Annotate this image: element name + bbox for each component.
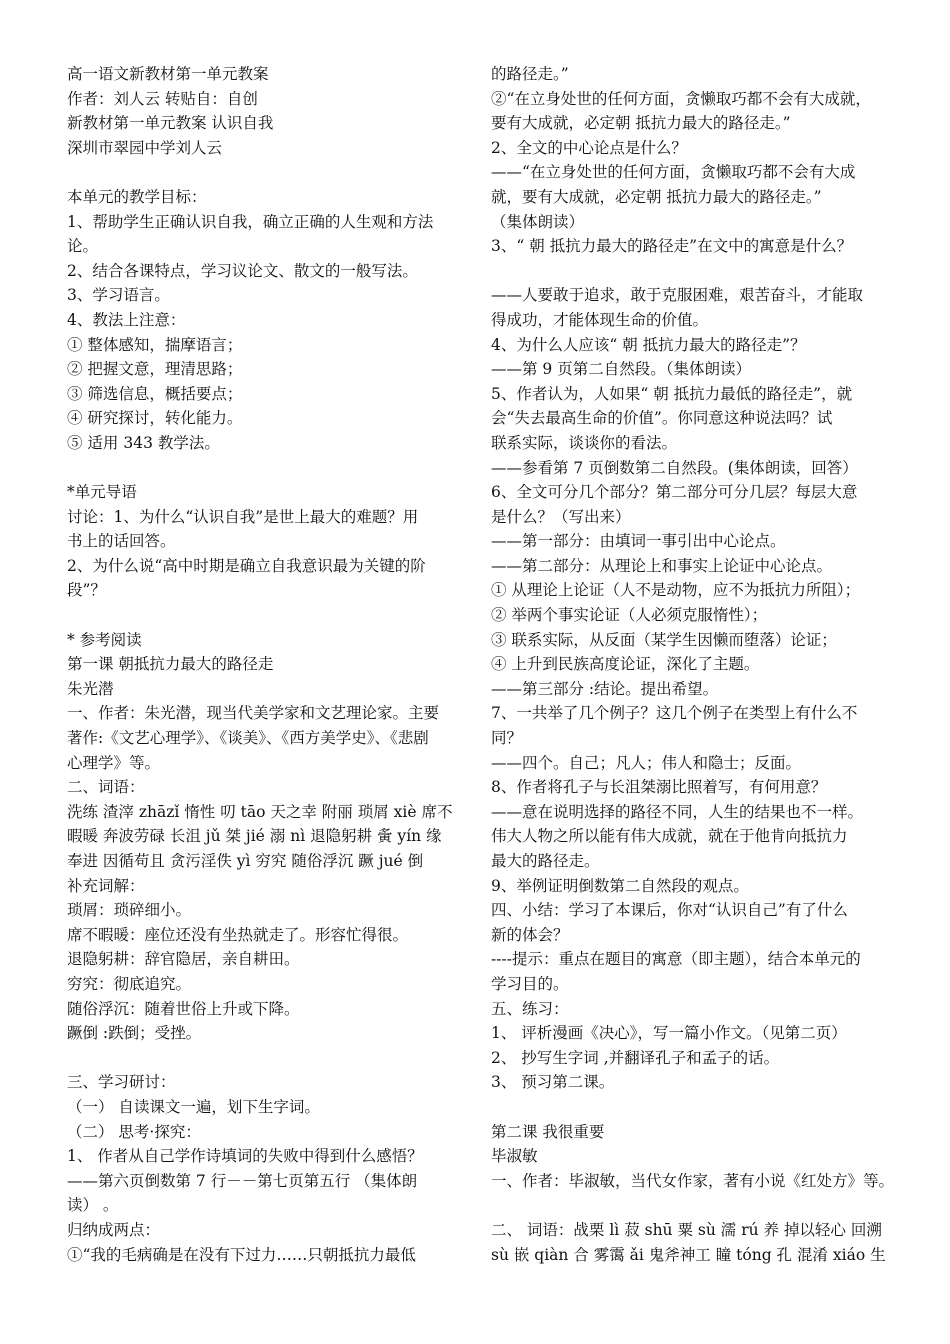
right-text-line: ——“在立身处世的任何方面，贪懒取巧都不会有大成 (491, 163, 856, 182)
right-text-line: 2、全文的中心论点是什么？ (491, 138, 687, 157)
left-text-line: 退隐躬耕：辞官隐居，亲自耕田。 (67, 950, 300, 969)
left-text-line: 本单元的教学目标： (67, 187, 207, 206)
right-text-line: ② 举两个事实论证（人必须克服惰性）； (491, 606, 768, 625)
left-text-line: 席不暇暖：座位还没有坐热就走了。形容忙得很。 (67, 925, 409, 944)
left-text-line: 3、学习语言。 (67, 286, 170, 305)
left-text-line: 1、 作者从自己学作诗填词的失败中得到什么感悟？ (67, 1147, 423, 1166)
right-text-line: 7、一共举了几个例子？这几个例子在类型上有什么不 (491, 704, 858, 723)
right-text-line: 联系实际，谈谈你的看法。 (491, 433, 678, 452)
left-text-line: 1、帮助学生正确认识自我，确立正确的人生观和方法 (67, 212, 434, 231)
right-text-line: 3、 预习第二课。 (491, 1073, 615, 1092)
right-text-line: ——意在说明选择的路径不同，人生的结果也不一样。 (491, 802, 864, 821)
left-column (67, 62, 465, 1267)
right-text-line: 会“失去最高生命的价值”。你同意这种说法吗？试 (491, 409, 833, 428)
left-text-line: 归纳成两点： (67, 1220, 161, 1239)
left-text-line: 2、结合各课特点，学习议论文、散文的一般写法。 (67, 261, 418, 280)
left-text-line: 著作:《文艺心理学》、《谈美》、《西方美学史》、《悲剧 (67, 729, 429, 748)
left-text-line: 第一课 朝抵抗力最大的路径走 (67, 655, 274, 674)
right-text-line: 4、为什么人应该“ 朝 抵抗力最大的路径走”？ (491, 335, 806, 354)
left-text-line: 朱光潜 (67, 679, 114, 698)
left-text-line: 暇暖 奔波劳碌 长沮 jǔ 桀 jié 溺 nì 退隐躬耕 夤 yín 缘 (67, 827, 442, 846)
left-text-line: ①“我的毛病确是在没有下过力……只朝抵抗力最低 (67, 1245, 416, 1264)
right-text-line: ②“在立身处世的任何方面，贪懒取巧都不会有大成就， (491, 89, 871, 108)
left-blank-line (67, 160, 465, 185)
left-text-line: ⑤ 适用 343 教学法。 (67, 433, 220, 452)
left-text-line: ① 整体感知，揣摩语言； (67, 335, 243, 354)
left-text-line: 4、教法上注意： (67, 310, 186, 329)
left-blank-line (67, 603, 465, 628)
left-text-line: 穷究：彻底追究。 (67, 974, 192, 993)
right-text-line: ④ 上升到民族高度论证，深化了主题。 (491, 655, 760, 674)
right-text-line: ----提示：重点在题目的寓意（即主题），结合本单元的 (491, 950, 861, 969)
left-text-line: 奉进 因循苟且 贪污淫佚 yì 穷究 随俗浮沉 蹶 jué 倒 (67, 852, 424, 870)
right-text-line: 8、作者将孔子与长沮桀溺比照着写，有何用意？ (491, 778, 827, 797)
right-text-line: ③ 联系实际，从反面（某学生因懒而堕落）论证； (491, 630, 837, 649)
left-text-line: 一、作者：朱光潜，现当代美学家和文艺理论家。主要 (67, 704, 440, 723)
right-text-line: 学习目的。 (491, 974, 569, 993)
left-text-line: 论。 (67, 237, 99, 256)
right-text-line: 伟大人物之所以能有伟大成就，就在于他肯向抵抗力 (491, 827, 848, 846)
left-text-line: 读） 。 (67, 1196, 119, 1215)
right-text-line: （集体朗读） (491, 212, 585, 231)
right-text-line: sù 嵌 qiàn 合 雾霭 ǎi 鬼斧神工 瞳 tóng 孔 混淆 xiáo 生 (491, 1245, 886, 1264)
right-text-line: 6、全文可分几个部分？第二部分可分几层？每层大意 (491, 483, 858, 502)
right-text-line: ——四个。自己；凡人；伟人和隐士；反面。 (491, 753, 802, 772)
left-text-line: 作者：刘人云 转贴自：自创 (67, 89, 258, 108)
left-text-line: 补充词解： (67, 876, 145, 895)
right-text-line: 四、小结：学习了本课后，你对“认识自己”有了什么 (491, 901, 848, 920)
right-text-line: 2、 抄写生字词 ,并翻译孔子和孟子的话。 (491, 1048, 780, 1067)
left-text-line: ——第六页倒数第 7 行－－第七页第五行 （集体朗 (67, 1171, 418, 1190)
left-blank-line (67, 1046, 465, 1071)
right-text-line: ——第三部分 :结论。提出希望。 (491, 679, 719, 698)
left-text-line: ④ 研究探讨，转化能力。 (67, 409, 243, 428)
left-text-line: * 参考阅读 (67, 630, 142, 649)
right-text-line: 一、作者：毕淑敏，当代女作家，著有小说《红处方》等。 (491, 1171, 895, 1190)
right-text-line: 最大的路径走。 (491, 852, 600, 870)
right-text-line: 得成功，才能体现生命的价值。 (491, 310, 709, 329)
right-text-line: 毕淑敏 (491, 1147, 538, 1166)
right-blank-line (491, 1193, 901, 1218)
left-text-line: 新教材第一单元教案 认识自我 (67, 114, 274, 133)
right-text-line: 要有大成就，必定朝 抵抗力最大的路径走。” (491, 114, 791, 133)
left-text-line: ③ 筛选信息，概括要点； (67, 384, 243, 403)
left-text-line: 书上的话回答。 (67, 532, 176, 551)
right-text-line: 5、作者认为，人如果“ 朝 抵抗力最低的路径走”，就 (491, 384, 853, 403)
left-text-line: 心理学》等。 (67, 753, 161, 772)
left-text-line: 随俗浮沉：随着世俗上升或下降。 (67, 999, 300, 1018)
right-text-line: 就，要有大成就，必定朝 抵抗力最大的路径走。” (491, 187, 822, 206)
left-text-line: 蹶倒 :跌倒；受挫。 (67, 1024, 202, 1043)
right-text-line: 新的体会？ (491, 925, 569, 944)
left-text-line: ② 把握文意，理清思路； (67, 360, 243, 379)
right-text-line: 二、 词语：战栗 lì 菽 shū 粟 sù 濡 rú 养 掉以轻心 回溯 (491, 1220, 882, 1239)
right-text-line: ——第二部分：从理论上和事实上论证中心论点。 (491, 556, 833, 575)
right-text-line: 五、练习： (491, 999, 569, 1018)
left-text-line: 讨论：1、为什么“认识自我”是世上最大的难题？用 (67, 507, 419, 526)
left-text-line: 高一语文新教材第一单元教案 (67, 65, 269, 83)
left-blank-line (67, 456, 465, 481)
right-text-line: 同？ (491, 729, 523, 748)
right-text-line: 9、举例证明倒数第二自然段的观点。 (491, 876, 749, 895)
left-text-line: （二） 思考·探究： (67, 1122, 201, 1141)
right-text-line: ——第 9 页第二自然段。（集体朗读） (491, 360, 751, 379)
right-text-line: ——参看第 7 页倒数第二自然段。(集体朗读，回答） (491, 458, 858, 477)
right-blank-line (491, 1095, 901, 1120)
right-text-line: 3、“ 朝 抵抗力最大的路径走”在文中的寓意是什么？ (491, 237, 853, 256)
right-blank-line (491, 259, 901, 284)
left-text-line: 琐屑：琐碎细小。 (67, 901, 192, 920)
right-text-line: 的路径走。” (491, 65, 569, 83)
right-text-line: 是什么？（写出来） (491, 507, 631, 526)
left-text-line: 洗练 渣滓 zhāzǐ 惰性 叨 tāo 天之幸 附丽 琐屑 xiè 席不 (67, 802, 453, 821)
left-text-line: 深圳市翠园中学刘人云 (67, 138, 223, 157)
left-text-line: 二、词语： (67, 778, 145, 797)
right-text-line: 第二课 我很重要 (491, 1122, 605, 1141)
right-text-line: ——人要敢于追求，敢于克服困难，艰苦奋斗，才能取 (491, 286, 864, 305)
left-text-line: （一） 自读课文一遍，划下生字词。 (67, 1097, 320, 1116)
right-column (491, 62, 901, 1267)
left-text-line: 三、学习研讨： (67, 1073, 176, 1092)
left-text-line: 2、为什么说“高中时期是确立自我意识最为关键的阶 (67, 556, 426, 575)
left-text-line: *单元导语 (67, 483, 137, 502)
left-text-line: 段”？ (67, 581, 106, 600)
right-text-line: 1、 评析漫画《决心》，写一篇小作文。（见第二页） (491, 1024, 847, 1043)
right-text-line: ① 从理论上论证（人不是动物，应不为抵抗力所阻）； (491, 581, 861, 600)
right-text-line: ——第一部分：由填词一事引出中心论点。 (491, 532, 786, 551)
